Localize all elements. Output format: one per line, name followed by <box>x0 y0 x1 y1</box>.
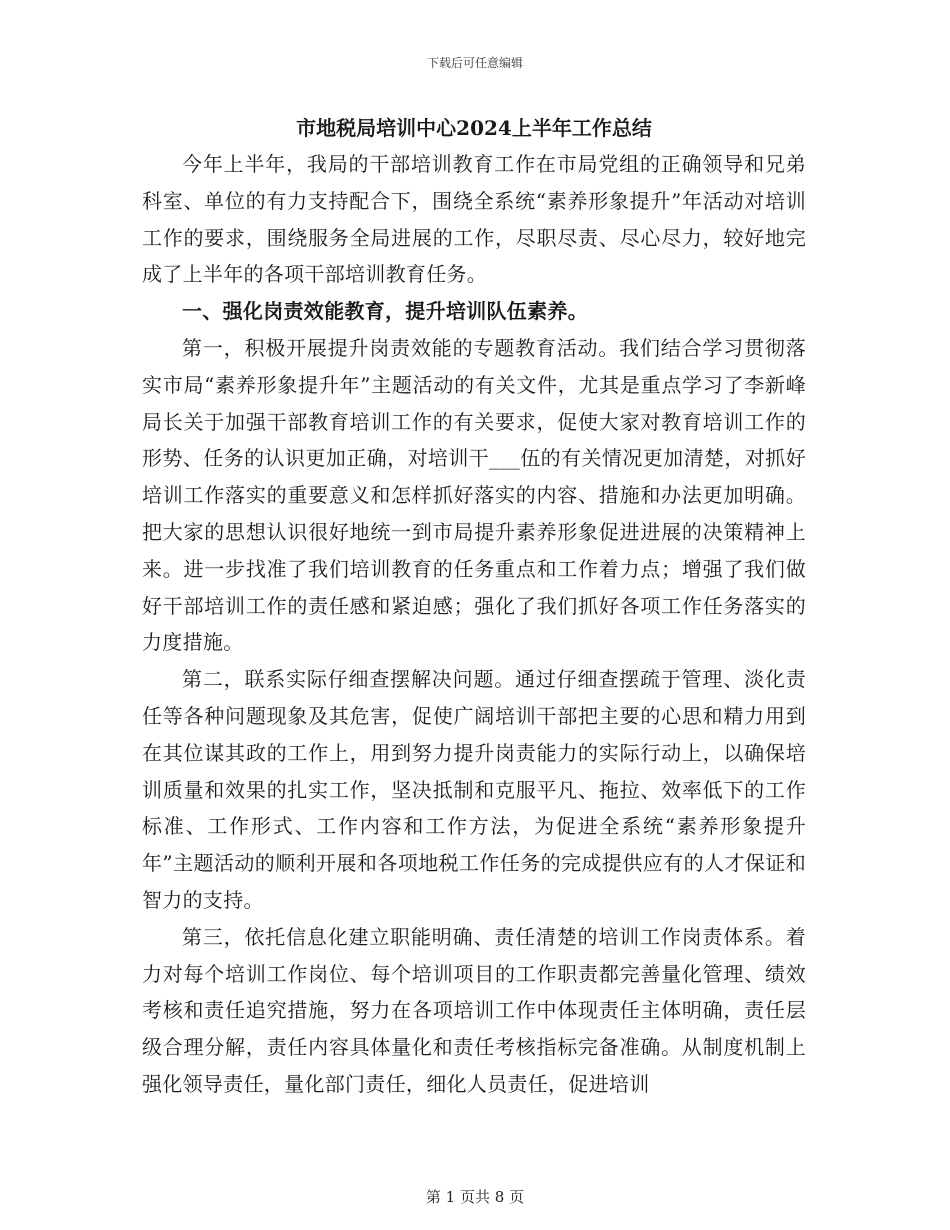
document-title: 市地税局培训中心2024上半年工作总结 <box>296 116 652 140</box>
body-paragraph-1: 第一，积极开展提升岗责效能的专题教育活动。我们结合学习贯彻落实市局“素养形象提升年”主题活动的有关文件，尤其是重点学习了李新峰局长关于加强干部教育培训工作的有关要求，促使大家对教育培训工作的形势、任务的认识更加正确，对培训干___伍的有关情况更加清楚，对抓好培训工作落实的重要意义和怎样抓好落实的内容、措施和办法更加明确。把大家的思想认识很好地统一到市局提升素养形象促进进展的决策精神上来。进一步找准了我们培训教育的任务重点和工作着力点；增强了我们做好干部培训工作的责任感和紧迫感；强化了我们抓好各项工作任务落实的力度措施。 <box>142 335 806 655</box>
page-footer: 第 1 页共 8 页 <box>425 1188 525 1206</box>
body-paragraph-2: 第二，联系实际仔细查摆解决问题。通过仔细查摆疏于管理、淡化责任等各种问题现象及其危害，促使广阔培训干部把主要的心思和精力用到在其位谋其政的工作上，用到努力提升岗责能力的实际行动上，以确保培训质量和效果的扎实工作，坚决抵制和克服平凡、拖拉、效率低下的工作标准、工作形式、工作内容和工作方法，为促进全系统“素养形象提升年”主题活动的顺利开展和各项地税工作任务的完成提供应有的人才保证和智力的支持。 <box>142 667 806 912</box>
header-note: 下载后可任意编辑 <box>426 56 523 70</box>
body-paragraph-3: 第三，依托信息化建立职能明确、责任清楚的培训工作岗责体系。着力对每个培训工作岗位、每个培训项目的工作职责都完善量化管理、绩效考核和责任追究措施，努力在各项培训工作中体现责任主体明确，责任层级合理分解，责任内容具体量化和责任考核指标完备准确。从制度机制上强化领导责任，量化部门责任，细化人员责任，促进培训 <box>142 924 806 1096</box>
document-body <box>142 110 806 1103</box>
section-heading-1: 一、强化岗责效能教育，提升培训队伍素养。 <box>182 299 588 324</box>
intro-paragraph: 今年上半年，我局的干部培训教育工作在市局党组的正确领导和兄弟科室、单位的有力支持配合下，围绕全系统“素养形象提升”年活动对培训工作的要求，围绕服务全局进展的工作，尽职尽责、尽心尽力，较好地完成了上半年的各项干部培训教育任务。 <box>142 152 806 287</box>
